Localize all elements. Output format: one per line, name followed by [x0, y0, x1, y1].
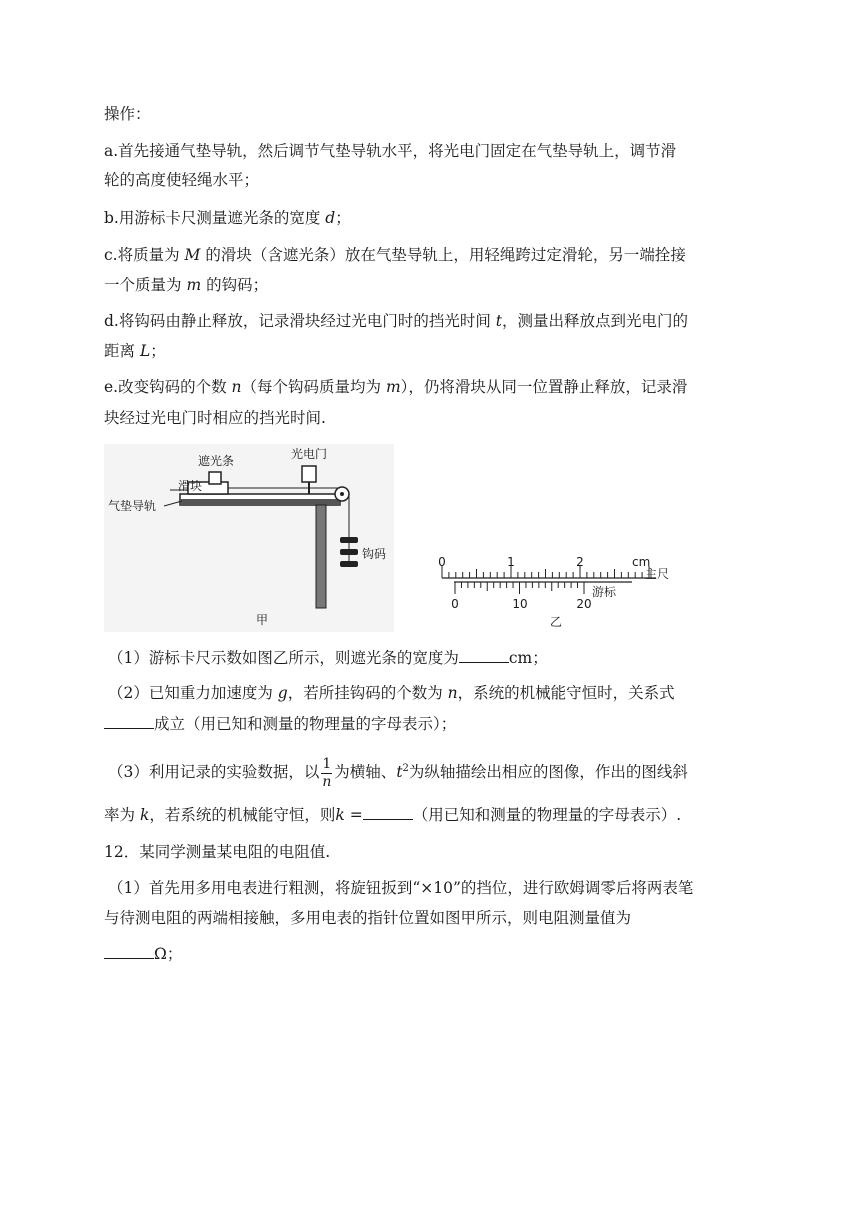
step-d-line-1: d.将钩码由静止释放，记录滑块经过光电门时的挡光时间 t，测量出释放点到光电门的 [104, 312, 689, 330]
air-track-base [180, 499, 340, 505]
problem-12-title: 12．某同学测量某电阻的电阻值. [104, 843, 331, 861]
question-3-line-2: 率为 k，若系统的机械能守恒，则k = （用已知和测量的物理量的字母表示）. [104, 806, 682, 824]
answer-blank-2[interactable] [104, 714, 154, 729]
vernier-tick-label-20: 20 [576, 597, 592, 611]
weight-3 [340, 561, 358, 567]
label-air-track: 气垫导轨 [108, 499, 157, 513]
main-tick-label-2: 2 [576, 555, 584, 569]
shading-strip [209, 472, 221, 484]
fraction-one-over-n: $\frac{1}{n}$ [322, 755, 332, 790]
question-2-line-1: （2）已知重力加速度为 g，若所挂钩码的个数为 n，系统的机械能守恒时，关系式 [108, 684, 675, 702]
label-photo-gate: 光电门 [291, 447, 328, 461]
step-b: b.用游标卡尺测量遮光条的宽度 d； [104, 209, 351, 227]
label-slider: 滑块 [178, 479, 203, 493]
label-weights: 钩码 [362, 547, 387, 561]
main-scale [442, 566, 656, 578]
problem-12-q1-line-1: （1）首先用多用电表进行粗测，将旋钮扳到“×10”的挡位，进行欧姆调零后将两表笔 [108, 879, 694, 897]
figure-yi-vernier-caliper [432, 546, 672, 632]
main-tick-label-0: 0 [438, 555, 446, 569]
weight-1 [340, 537, 358, 543]
step-c-line-1: c.将质量为 M 的滑块（含遮光条）放在气垫导轨上，用轻绳跨过定滑轮，另一端拴接 [104, 246, 686, 264]
question-1: （1）游标卡尺示数如图乙所示，则遮光条的宽度为 cm； [108, 649, 548, 667]
caption-yi: 乙 [550, 615, 563, 629]
weight-2 [340, 549, 358, 555]
caption-jia: 甲 [256, 613, 269, 627]
label-shading-strip: 遮光条 [198, 454, 235, 468]
answer-blank-4[interactable] [104, 944, 154, 959]
heading: 操作： [104, 105, 151, 123]
problem-12-q1-line-2: 与待测电阻的两端相接触，多用电表的指针位置如图甲所示，则电阻测量值为 [104, 909, 632, 927]
step-e-line-2: 块经过光电门时相应的挡光时间. [104, 409, 326, 427]
figure-jia-air-track [104, 444, 394, 632]
question-3-line-1: （3）利用记录的实验数据，以 $\frac{1}{n}$ 为横轴、$t^2$为纵轴描绘出相应的图像，作出的图线斜 [108, 755, 688, 790]
table-leg [316, 505, 326, 608]
vernier-tick-label-10: 10 [512, 597, 528, 611]
step-e-line-1: e.改变钩码的个数 n（每个钩码质量均为 m），仍将滑块从同一位置静止释放，记录滑 [104, 378, 688, 396]
answer-blank-3[interactable] [363, 805, 413, 820]
main-tick-label-1: 1 [507, 555, 515, 569]
step-a-line-2: 轮的高度使轻绳水平； [104, 171, 260, 189]
step-c-line-2: 一个质量为 m 的钩码； [104, 276, 269, 294]
step-a-line-1: a.首先接通气垫导轨，然后调节气垫导轨水平，将光电门固定在气垫导轨上，调节滑 [104, 142, 677, 160]
problem-12-q1-line-3: Ω； [104, 944, 182, 964]
unit-cm: cm [632, 555, 651, 569]
photo-gate [302, 466, 316, 482]
question-2-line-2: 成立（用已知和测量的物理量的字母表示）； [104, 714, 456, 734]
label-vernier: 游标 [592, 585, 617, 599]
step-d-line-2: 距离 L； [104, 342, 166, 360]
vernier-tick-label-0: 0 [451, 597, 459, 611]
answer-blank-1[interactable] [459, 648, 509, 663]
label-main-scale: 主尺 [645, 567, 670, 581]
